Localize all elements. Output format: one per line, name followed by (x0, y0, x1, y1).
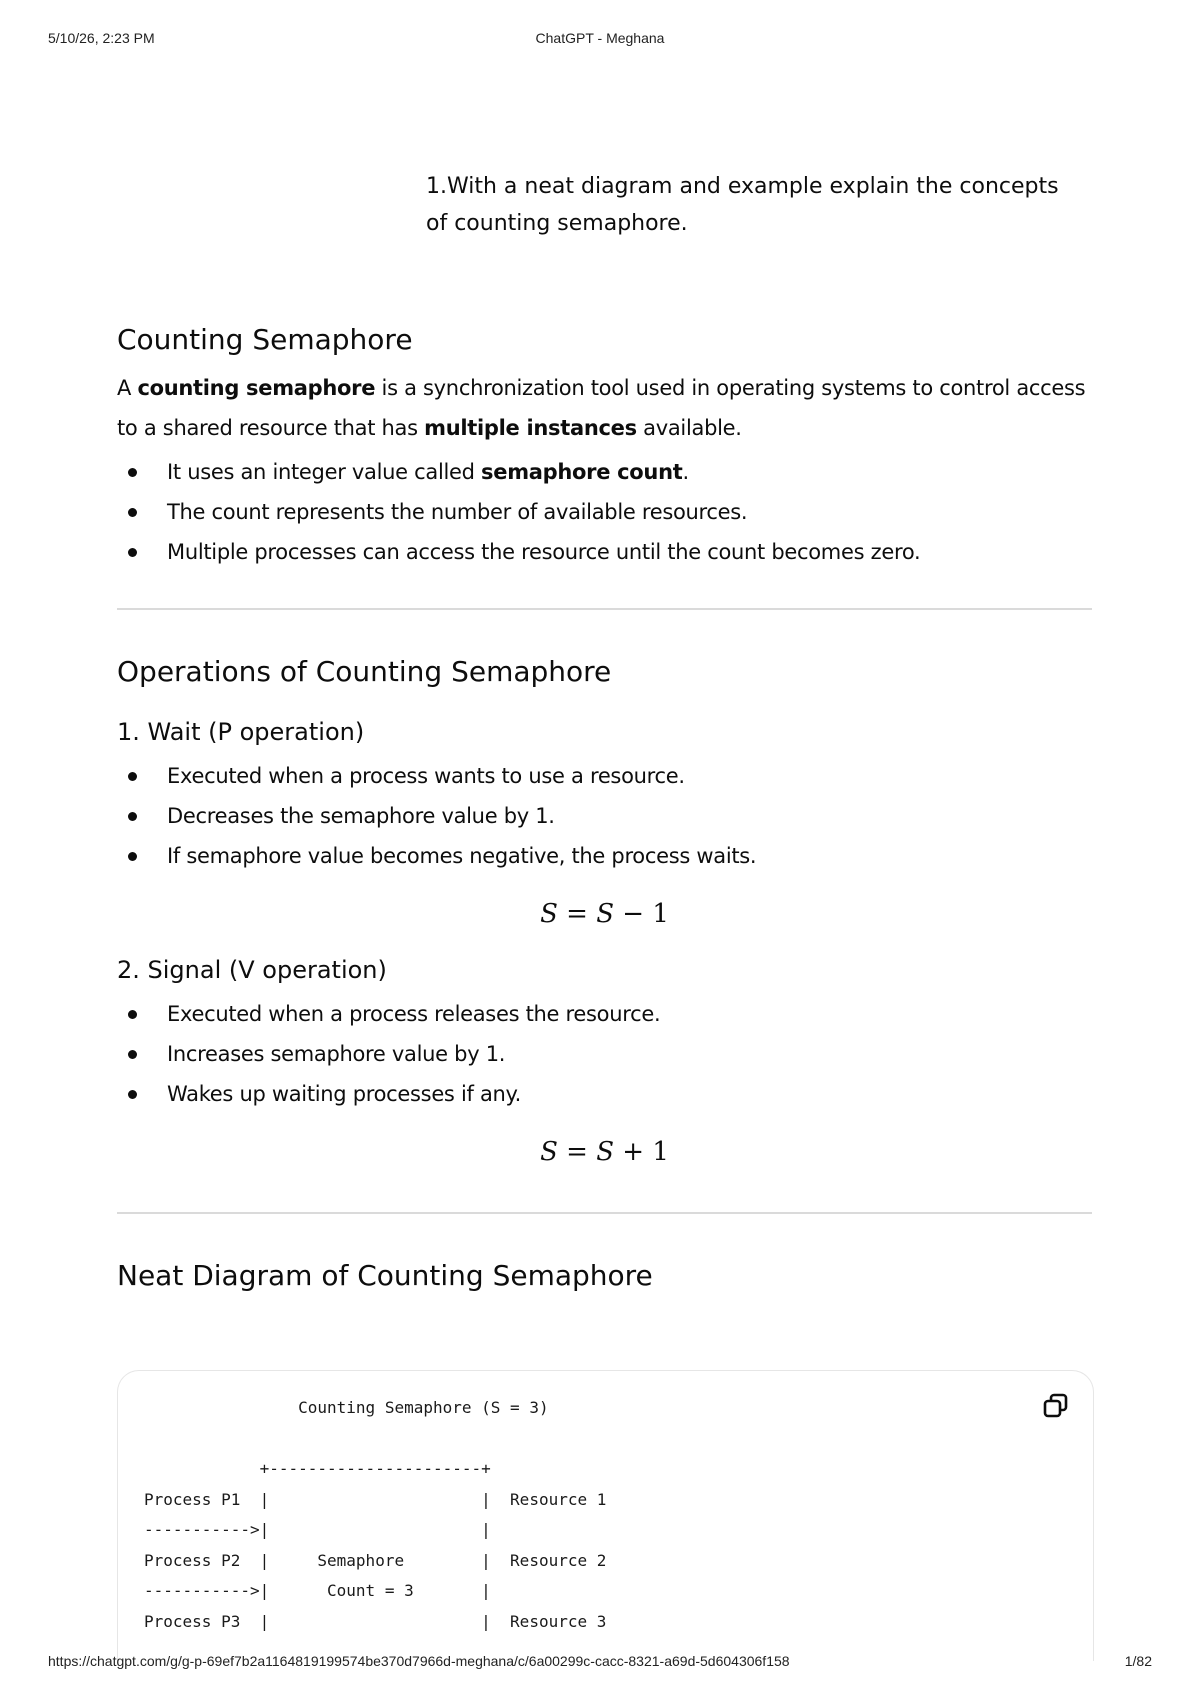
diagram-code-block (117, 1370, 1094, 1661)
list-item: Executed when a process releases the resource. (117, 994, 1092, 1034)
print-title: ChatGPT - Meghana (535, 30, 665, 46)
formula-op: − (614, 899, 653, 929)
formula-var: S (596, 1137, 615, 1167)
print-datetime: 5/10/26, 2:23 PM (48, 30, 155, 46)
list-item: If semaphore value becomes negative, the process waits. (117, 836, 1092, 876)
intro-text-c: is a synchronization tool used in operating systems to control access to a shared resource that has (117, 376, 1086, 440)
list-item (117, 452, 1092, 492)
intro-text-a: A (117, 376, 138, 400)
user-message (426, 168, 1066, 242)
bullet-bold: semaphore count (481, 460, 683, 484)
wait-formula (117, 894, 1092, 934)
formula-num: 1 (652, 1137, 669, 1167)
signal-formula (117, 1132, 1092, 1172)
formula-op: + (614, 1137, 653, 1167)
print-header (48, 30, 1152, 50)
list-item: The count represents the number of available resources. (117, 492, 1092, 532)
formula-eq: = (557, 1137, 597, 1167)
section-heading-counting-semaphore: Counting Semaphore (117, 323, 413, 356)
formula-var: S (540, 899, 558, 929)
subheading-wait: 1. Wait (P operation) (117, 718, 365, 746)
intro-bold-counting-semaphore: counting semaphore (137, 376, 376, 400)
assistant-response (117, 320, 1092, 1296)
wait-bullet-list (117, 756, 1092, 876)
formula-var: S (596, 899, 615, 929)
intro-text-d: available. (636, 416, 742, 440)
formula-eq: = (557, 899, 597, 929)
list-item: Executed when a process wants to use a resource. (117, 756, 1092, 796)
diagram-code: Counting Semaphore (S = 3) +----------------------+ Process P1 | | Resource 1 ----------->| | Process P2 | Semaphore | Resource 2 ----------->| Count = 3 | Process P3 | | Resource 3 (144, 1398, 607, 1631)
formula-var: S (540, 1137, 558, 1167)
list-item: Multiple processes can access the resource until the count becomes zero. (117, 532, 1092, 572)
user-message-line-2: of counting semaphore. (426, 211, 688, 236)
list-item: Wakes up waiting processes if any. (117, 1074, 1092, 1114)
list-item: Decreases the semaphore value by 1. (117, 796, 1092, 836)
user-message-line-1: 1.With a neat diagram and example explain the concepts (426, 174, 1059, 199)
formula-num: 1 (652, 899, 669, 929)
list-item: Increases semaphore value by 1. (117, 1034, 1092, 1074)
print-page-number: 1/82 (1124, 1653, 1152, 1669)
signal-bullet-list (117, 994, 1092, 1114)
subheading-signal: 2. Signal (V operation) (117, 956, 387, 984)
copy-icon[interactable] (1041, 1391, 1071, 1421)
section-heading-operations: Operations of Counting Semaphore (117, 655, 612, 688)
bullet-text: It uses an integer value called (167, 460, 482, 484)
intro-paragraph (117, 368, 1092, 448)
bullet-text: . (682, 460, 689, 484)
intro-bullet-list (117, 452, 1092, 572)
copy-icon-svg (1041, 1391, 1071, 1421)
print-url: https://chatgpt.com/g/g-p-69ef7b2a1164819199574be370d7966d-meghana/c/6a00299c-cacc-8321-a69d-5d604306f158 (48, 1653, 790, 1669)
print-footer (48, 1653, 1152, 1673)
section-heading-diagram: Neat Diagram of Counting Semaphore (117, 1259, 653, 1292)
intro-bold-multiple-instances: multiple instances (424, 416, 637, 440)
